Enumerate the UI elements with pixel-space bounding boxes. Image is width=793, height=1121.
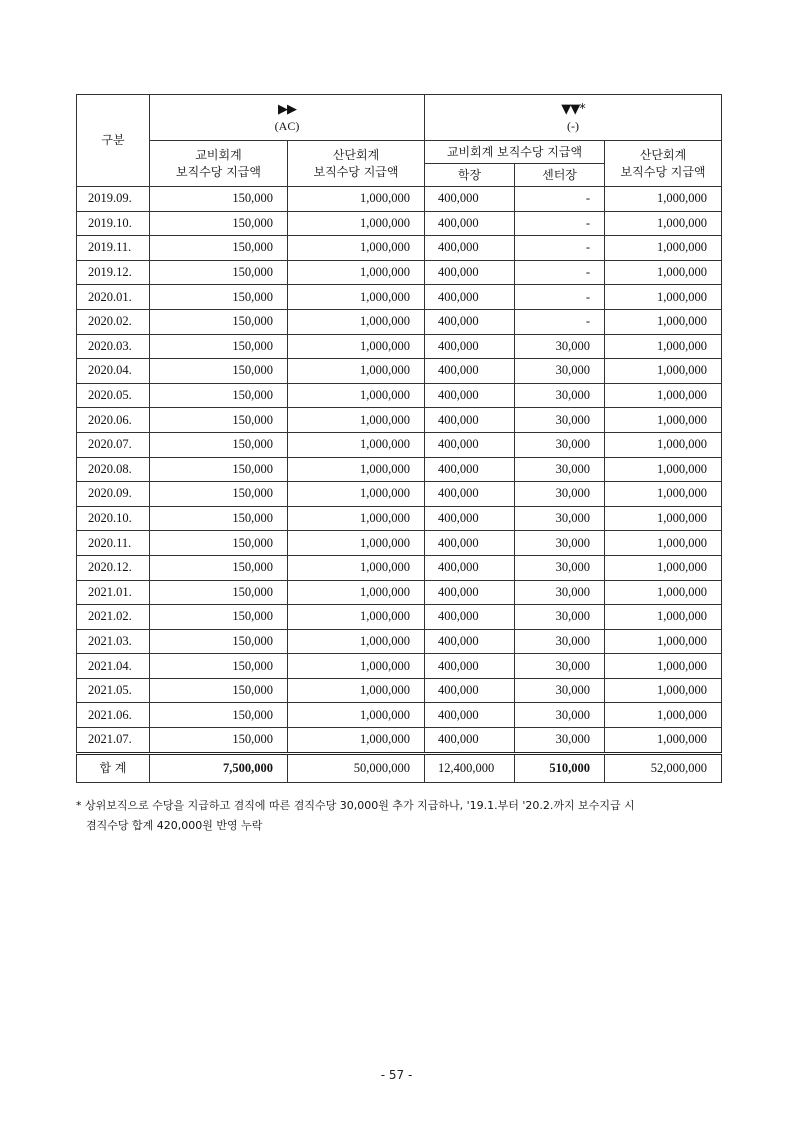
cell-hakjang: 400,000 [425,236,515,261]
cell-period: 2020.11. [77,531,150,556]
footnote-line2: 겸직수당 합계 420,000원 반영 누락 [86,819,263,832]
cell-sandan: 1,000,000 [288,383,425,408]
total-row [77,753,722,782]
table-row [77,211,722,236]
cell-hakjang: 400,000 [425,654,515,679]
cell-center: 30,000 [515,334,605,359]
cell-hakjang: 400,000 [425,285,515,310]
cell-period: 2019.11. [77,236,150,261]
cell-sandan: 1,000,000 [288,506,425,531]
cell-sandan: 1,000,000 [288,236,425,261]
cell-period: 2020.08. [77,457,150,482]
cell-center: 30,000 [515,629,605,654]
cell-center: 30,000 [515,605,605,630]
cell-hakjang: 400,000 [425,678,515,703]
cell-sandan2: 1,000,000 [605,408,722,433]
cell-period: 2020.09. [77,482,150,507]
header-sandan2-line2: 보직수당 지급액 [620,164,706,179]
cell-sandan: 1,000,000 [288,457,425,482]
header-group-ac [150,95,425,141]
cell-gyobi: 150,000 [150,432,288,457]
header-sandan-line1: 산단회계 [332,147,380,162]
total-label: 합 계 [77,753,150,782]
cell-sandan2: 1,000,000 [605,482,722,507]
cell-gyobi: 150,000 [150,506,288,531]
cell-period: 2020.01. [77,285,150,310]
table-row [77,506,722,531]
header-sandan-allowance [288,141,425,187]
cell-center: 30,000 [515,383,605,408]
cell-center: 30,000 [515,408,605,433]
footnote [76,796,716,836]
cell-sandan: 1,000,000 [288,260,425,285]
cell-period: 2021.05. [77,678,150,703]
cell-sandan: 1,000,000 [288,187,425,212]
cell-sandan2: 1,000,000 [605,334,722,359]
header-gyobi-group: 교비회계 보직수당 지급액 [425,141,605,164]
cell-sandan: 1,000,000 [288,432,425,457]
table-row [77,531,722,556]
cell-period: 2021.01. [77,580,150,605]
cell-hakjang: 400,000 [425,531,515,556]
cell-sandan2: 1,000,000 [605,187,722,212]
table-row [77,605,722,630]
cell-center: 30,000 [515,432,605,457]
cell-hakjang: 400,000 [425,482,515,507]
cell-hakjang: 400,000 [425,506,515,531]
cell-sandan: 1,000,000 [288,309,425,334]
table-row [77,703,722,728]
header-category: 구분 [77,95,150,187]
cell-hakjang: 400,000 [425,187,515,212]
cell-hakjang: 400,000 [425,359,515,384]
cell-sandan2: 1,000,000 [605,531,722,556]
cell-sandan2: 1,000,000 [605,457,722,482]
cell-gyobi: 150,000 [150,236,288,261]
table-row [77,359,722,384]
cell-center: - [515,260,605,285]
table-row [77,728,722,754]
cell-sandan2: 1,000,000 [605,703,722,728]
cell-sandan2: 1,000,000 [605,260,722,285]
header-group-minus [425,95,722,141]
cell-period: 2021.04. [77,654,150,679]
cell-period: 2019.12. [77,260,150,285]
cell-sandan2: 1,000,000 [605,654,722,679]
cell-sandan2: 1,000,000 [605,678,722,703]
cell-sandan: 1,000,000 [288,629,425,654]
table-row [77,555,722,580]
cell-sandan: 1,000,000 [288,580,425,605]
cell-center: 30,000 [515,457,605,482]
cell-gyobi: 150,000 [150,629,288,654]
cell-hakjang: 400,000 [425,408,515,433]
cell-hakjang: 400,000 [425,309,515,334]
total-b: 50,000,000 [288,753,425,782]
cell-sandan: 1,000,000 [288,482,425,507]
page-number: - 57 - [380,1068,413,1082]
header-sandan2-line1: 산단회계 [639,147,687,162]
cell-period: 2019.10. [77,211,150,236]
total-c: 12,400,000 [425,753,515,782]
cell-center: 30,000 [515,678,605,703]
cell-period: 2021.03. [77,629,150,654]
cell-period: 2020.05. [77,383,150,408]
cell-sandan: 1,000,000 [288,531,425,556]
cell-sandan2: 1,000,000 [605,236,722,261]
cell-center: - [515,236,605,261]
cell-center: 30,000 [515,555,605,580]
cell-sandan2: 1,000,000 [605,506,722,531]
cell-sandan: 1,000,000 [288,728,425,754]
cell-sandan2: 1,000,000 [605,580,722,605]
cell-sandan2: 1,000,000 [605,383,722,408]
cell-gyobi: 150,000 [150,580,288,605]
cell-center: 30,000 [515,728,605,754]
cell-center: - [515,309,605,334]
cell-hakjang: 400,000 [425,629,515,654]
total-a: 7,500,000 [150,753,288,782]
cell-center: 30,000 [515,580,605,605]
cell-sandan: 1,000,000 [288,703,425,728]
total-d: 510,000 [515,753,605,782]
table-row [77,334,722,359]
header-gyobi-allowance [150,141,288,187]
cell-hakjang: 400,000 [425,383,515,408]
cell-gyobi: 150,000 [150,654,288,679]
cell-gyobi: 150,000 [150,482,288,507]
table-row [77,383,722,408]
table-row [77,408,722,433]
cell-gyobi: 150,000 [150,309,288,334]
cell-center: 30,000 [515,506,605,531]
table-body [77,187,722,754]
cell-gyobi: 150,000 [150,187,288,212]
cell-sandan: 1,000,000 [288,334,425,359]
cell-center: - [515,211,605,236]
cell-gyobi: 150,000 [150,260,288,285]
cell-period: 2021.07. [77,728,150,754]
right-arrows-icon: ▶▶ [278,101,296,117]
cell-gyobi: 150,000 [150,408,288,433]
table-row [77,187,722,212]
cell-sandan2: 1,000,000 [605,555,722,580]
cell-sandan2: 1,000,000 [605,605,722,630]
cell-sandan2: 1,000,000 [605,629,722,654]
cell-hakjang: 400,000 [425,555,515,580]
cell-sandan2: 1,000,000 [605,285,722,310]
cell-sandan: 1,000,000 [288,678,425,703]
header-gyobi-line2: 보직수당 지급액 [176,164,261,179]
table-row [77,432,722,457]
cell-gyobi: 150,000 [150,605,288,630]
table-row [77,457,722,482]
cell-sandan: 1,000,000 [288,555,425,580]
cell-sandan: 1,000,000 [288,654,425,679]
cell-sandan: 1,000,000 [288,211,425,236]
table-row [77,285,722,310]
header-group-ac-sub: (AC) [274,118,300,133]
cell-period: 2020.07. [77,432,150,457]
cell-gyobi: 150,000 [150,359,288,384]
cell-sandan: 1,000,000 [288,359,425,384]
cell-gyobi: 150,000 [150,211,288,236]
table-row [77,654,722,679]
cell-period: 2020.03. [77,334,150,359]
cell-gyobi: 150,000 [150,703,288,728]
cell-sandan2: 1,000,000 [605,728,722,754]
cell-gyobi: 150,000 [150,728,288,754]
cell-period: 2020.02. [77,309,150,334]
cell-hakjang: 400,000 [425,432,515,457]
table-row [77,629,722,654]
total-e: 52,000,000 [605,753,722,782]
cell-gyobi: 150,000 [150,383,288,408]
table-row [77,236,722,261]
cell-sandan: 1,000,000 [288,605,425,630]
header-center: 센터장 [515,164,605,187]
cell-sandan: 1,000,000 [288,408,425,433]
cell-period: 2021.02. [77,605,150,630]
cell-center: 30,000 [515,359,605,384]
cell-hakjang: 400,000 [425,211,515,236]
cell-period: 2019.09. [77,187,150,212]
table-row [77,580,722,605]
cell-period: 2020.06. [77,408,150,433]
cell-hakjang: 400,000 [425,728,515,754]
cell-gyobi: 150,000 [150,334,288,359]
cell-hakjang: 400,000 [425,703,515,728]
cell-sandan2: 1,000,000 [605,359,722,384]
cell-center: - [515,187,605,212]
cell-gyobi: 150,000 [150,555,288,580]
cell-sandan: 1,000,000 [288,285,425,310]
cell-center: 30,000 [515,531,605,556]
down-arrows-icon: ▼▼* [561,101,585,117]
cell-center: - [515,285,605,310]
cell-sandan2: 1,000,000 [605,211,722,236]
cell-gyobi: 150,000 [150,678,288,703]
cell-period: 2020.04. [77,359,150,384]
header-group-minus-sub: (-) [567,118,580,133]
cell-hakjang: 400,000 [425,457,515,482]
allowance-table [76,94,722,783]
table-row [77,482,722,507]
cell-center: 30,000 [515,654,605,679]
header-gyobi-line1: 교비회계 [195,147,242,162]
cell-sandan2: 1,000,000 [605,309,722,334]
cell-period: 2020.12. [77,555,150,580]
cell-period: 2021.06. [77,703,150,728]
footnote-line1: * 상위보직으로 수당을 지급하고 겸직에 따른 겸직수당 30,000원 추가 지급하나, '19.1.부터 '20.2.까지 보수지급 시 [76,799,635,812]
header-sandan2-allowance [605,141,722,187]
table-row [77,309,722,334]
cell-gyobi: 150,000 [150,531,288,556]
cell-gyobi: 150,000 [150,285,288,310]
cell-center: 30,000 [515,482,605,507]
table-row [77,260,722,285]
cell-center: 30,000 [515,703,605,728]
cell-period: 2020.10. [77,506,150,531]
cell-sandan2: 1,000,000 [605,432,722,457]
cell-gyobi: 150,000 [150,457,288,482]
header-sandan-line2: 보직수당 지급액 [313,164,399,179]
header-hakjang: 학장 [425,164,515,187]
cell-hakjang: 400,000 [425,334,515,359]
table-row [77,678,722,703]
cell-hakjang: 400,000 [425,605,515,630]
cell-hakjang: 400,000 [425,580,515,605]
cell-hakjang: 400,000 [425,260,515,285]
